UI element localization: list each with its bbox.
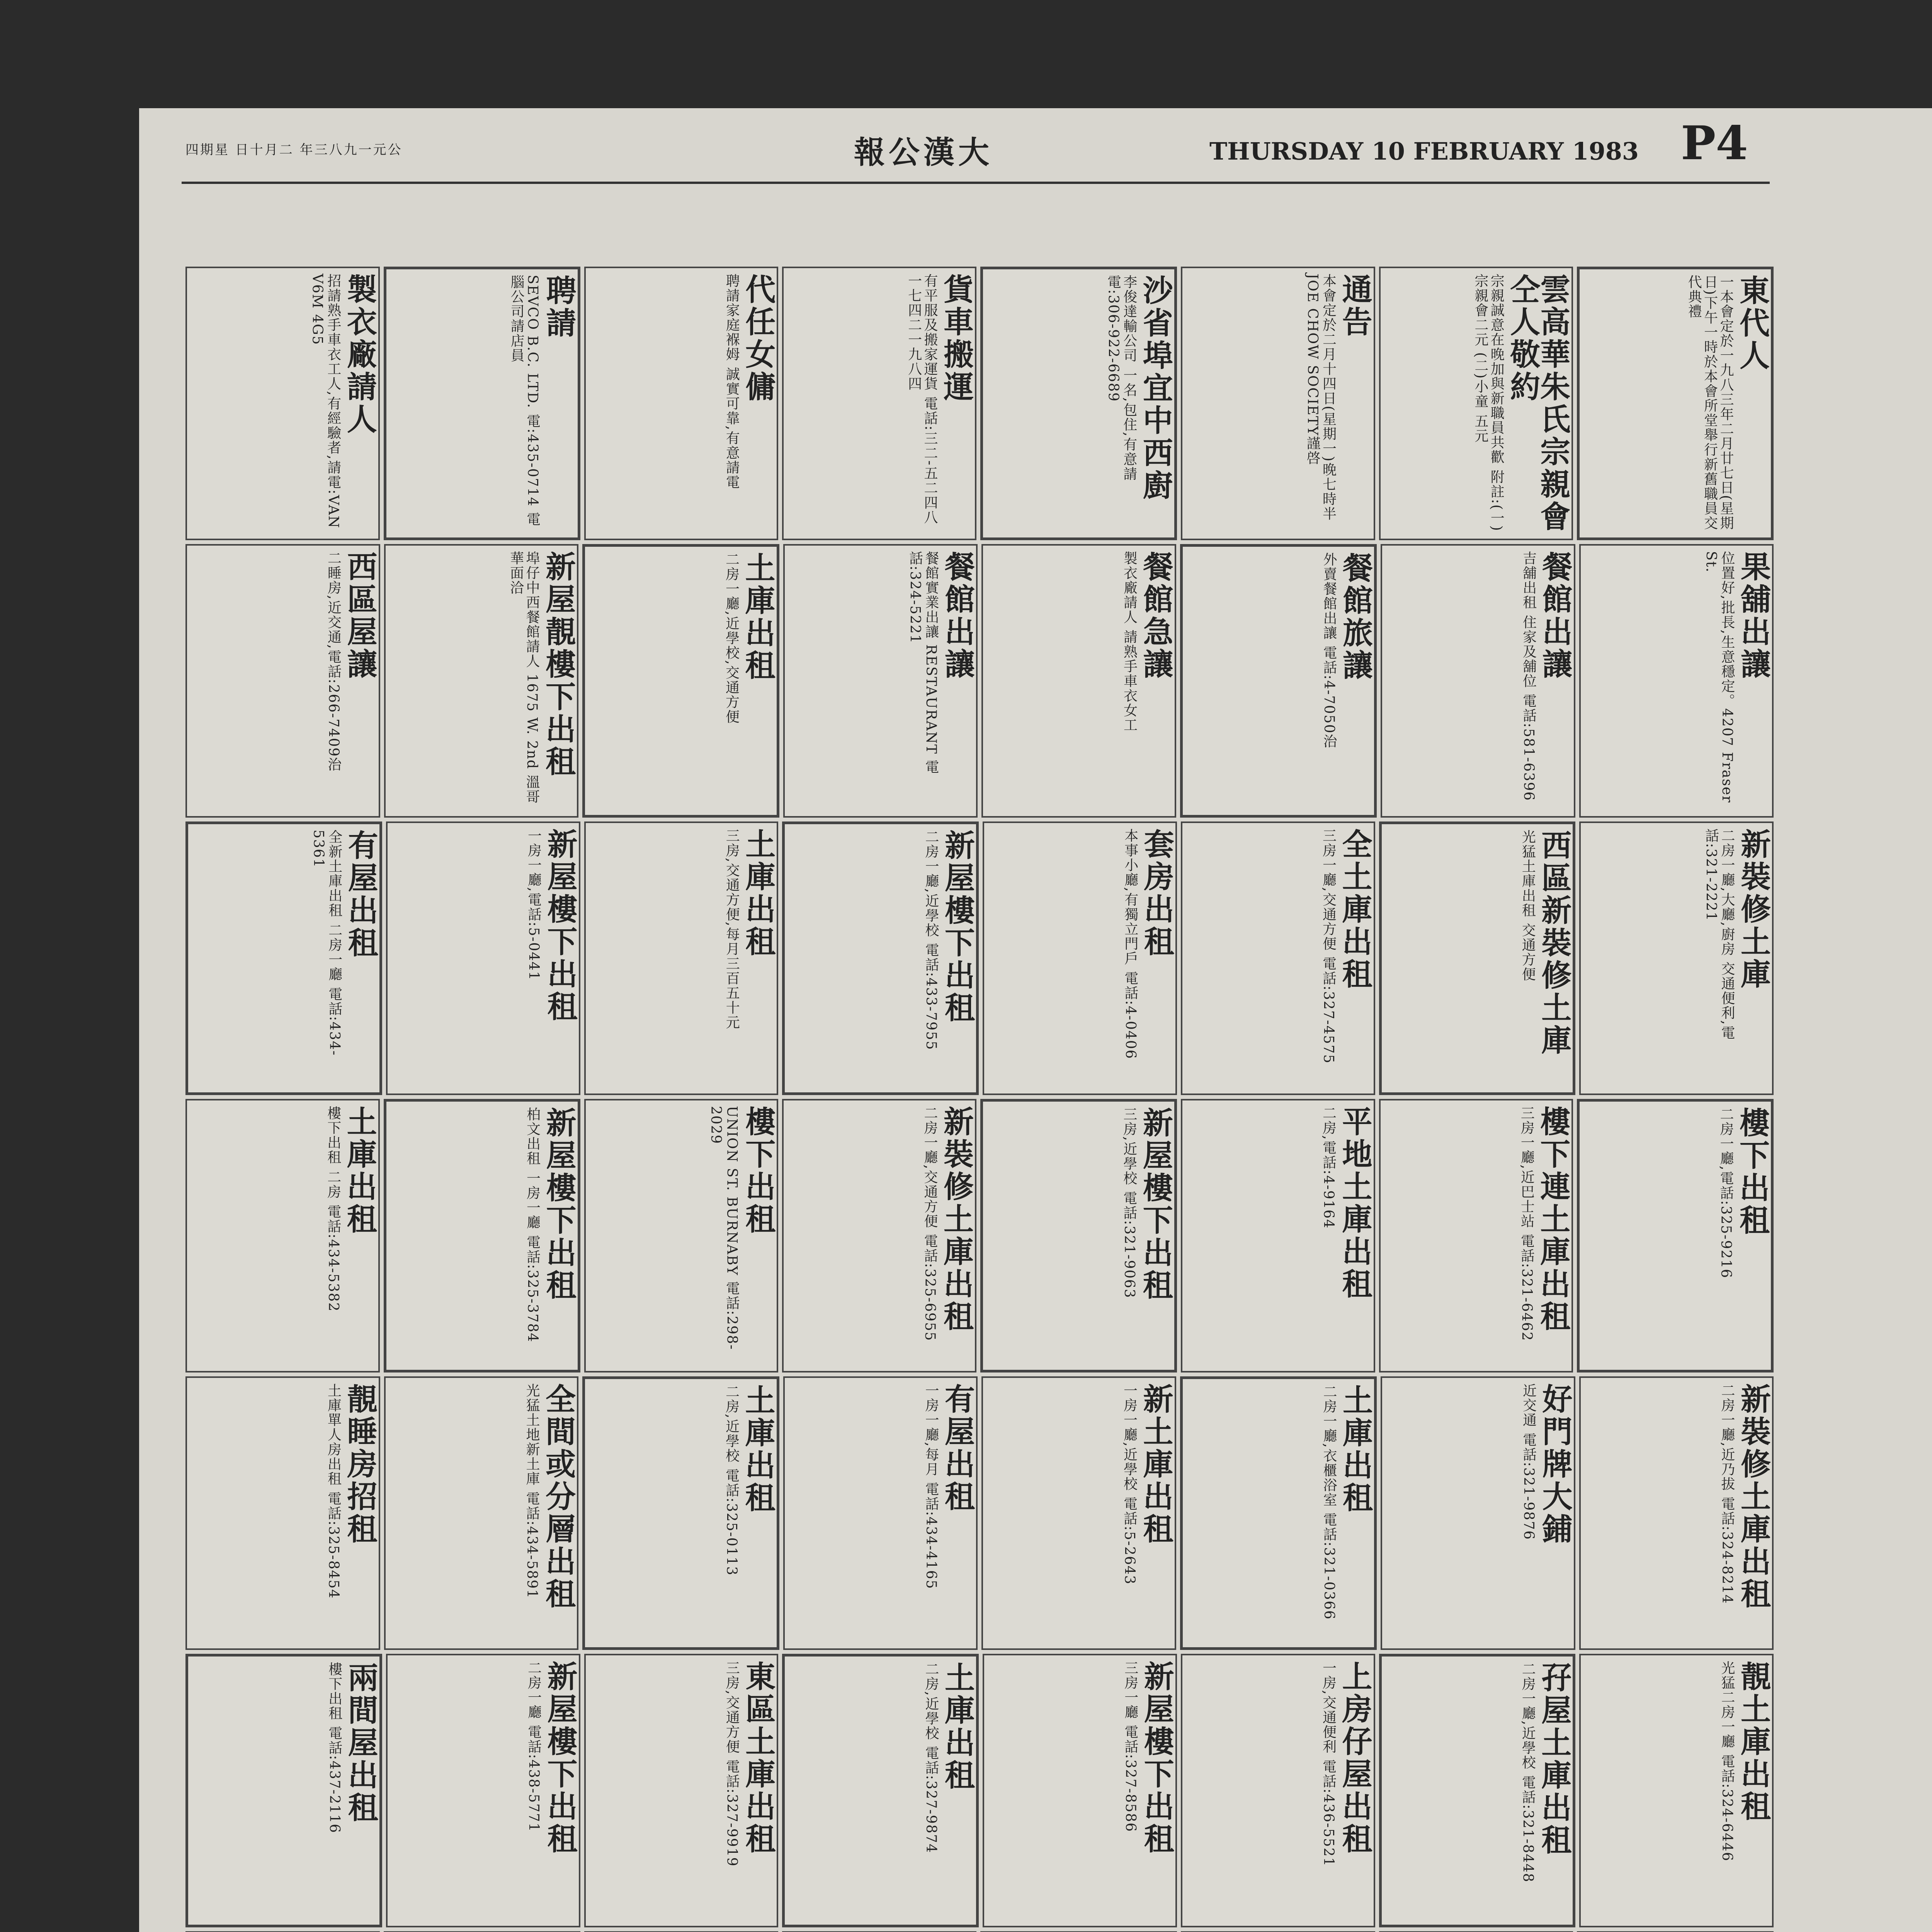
ad-body: 二房,近學校 電話:327-9874	[923, 1662, 939, 1854]
classified-ad	[983, 821, 1177, 1095]
classified-ad	[386, 1654, 580, 1927]
classified-band	[185, 267, 1774, 540]
ad-body: 三房一廳 電話:327-8586	[1122, 1661, 1138, 1833]
classified-grid	[185, 267, 1774, 1932]
ad-body: 二睡房,近交通,電話:266-7409治	[325, 551, 342, 772]
classified-ad	[980, 267, 1177, 540]
classified-ad	[584, 821, 779, 1095]
ad-title: 土庫出租	[740, 1384, 776, 1514]
classified-ad	[584, 1654, 779, 1927]
ad-body: 樓下出租 電話:437-2116	[326, 1662, 342, 1834]
classified-ad	[185, 544, 380, 818]
ad-body: SEVCO B.C. LTD. 電:435-0714 電腦公司請店員	[509, 275, 541, 527]
ad-body: 三房一廳,近巴士站 電話:321-6462	[1519, 1106, 1535, 1342]
ad-body: 光猛土地新土庫 電話:434-5891	[524, 1383, 540, 1599]
ad-body: 李俊達輸公司 一名,包住,有意請電:306-922-6689	[1105, 275, 1137, 481]
classified-ad	[185, 1376, 380, 1650]
ad-title: 全間或分層出租	[541, 1383, 576, 1611]
ad-title: 餐館旅讓	[1338, 552, 1373, 682]
ad-body: 製衣廠請人 請熟手車衣女工	[1121, 551, 1138, 733]
classified-ad	[1579, 1654, 1774, 1927]
classified-ad	[1181, 1099, 1375, 1372]
classified-ad	[981, 1376, 1176, 1650]
ad-body: 本會定於二月十四日(星期一)晚七時半 JOE CHOW SOCIETY謹啓	[1304, 274, 1337, 521]
ad-body: 一房一廳,近學校 電話:5-2643	[1121, 1383, 1138, 1585]
ad-title: 東區土庫出租	[740, 1661, 776, 1855]
classified-band	[185, 1654, 1774, 1927]
classified-ad	[1579, 821, 1774, 1095]
ad-body: 有平服及搬家運貨 電話:三二-五二四八 一七四二一九八四	[906, 274, 938, 525]
ad-title: 貨車搬運	[939, 274, 974, 403]
page-number: P4	[1681, 116, 1748, 170]
ad-title: 餐館急讓	[1138, 551, 1173, 681]
ad-title: 樓下出租	[1735, 1107, 1770, 1237]
ad-title: 新土庫出租	[1138, 1383, 1173, 1546]
ad-body: 二房,近學校 電話:325-0113	[723, 1384, 740, 1576]
classified-ad	[1181, 1654, 1375, 1927]
ad-body: 本事小廳,有獨立門戶 電話:4-0406	[1122, 828, 1138, 1060]
classified-ad	[1381, 1376, 1575, 1650]
classified-ad	[983, 1654, 1177, 1927]
ad-body: 二房一廳,衣櫃浴室 電話:321-0366	[1321, 1384, 1337, 1620]
classified-ad	[1379, 1654, 1576, 1927]
classified-ad	[185, 1654, 382, 1927]
ad-title: 套房出租	[1139, 828, 1174, 958]
ad-title: 西區新裝修土庫	[1536, 830, 1572, 1057]
classified-ad	[1181, 821, 1375, 1095]
classified-ad	[185, 1099, 380, 1372]
ad-body: 餐館實業出讓 RESTAURANT 電話:324-5221	[907, 551, 939, 774]
ad-title: 樓下連土庫出租	[1535, 1106, 1571, 1333]
classified-ad	[384, 1376, 579, 1650]
classified-ad	[782, 267, 976, 540]
classified-band	[185, 1099, 1774, 1372]
ad-body: 埠仔中西餐館請人 1675 W. 2nd 溫哥華面洽	[508, 551, 540, 804]
ad-body: 樓下出租 二房 電話:434-5382	[325, 1106, 341, 1312]
ad-body: 二房一廳 電話:438-5771	[526, 1661, 542, 1833]
classified-ad	[582, 1376, 779, 1650]
ad-title: 新裝修土庫出租	[1736, 1383, 1771, 1611]
ad-title: 兩間屋出租	[343, 1662, 378, 1824]
ad-title: 餐館出讓	[940, 551, 975, 681]
ad-body: 光猛二房一廳 電話:324-6446	[1719, 1661, 1735, 1862]
classified-ad	[185, 821, 382, 1095]
classified-ad	[783, 1376, 978, 1650]
classified-ad	[584, 267, 779, 540]
classified-ad	[582, 544, 779, 818]
ad-body: 外賣餐館出讓 電話:4-7050治	[1321, 552, 1337, 749]
classified-ad	[384, 1099, 580, 1372]
classified-ad	[782, 1099, 976, 1372]
ad-title: 新屋樓下出租	[1138, 1107, 1173, 1302]
classified-ad	[185, 267, 380, 540]
ad-title: 新屋靚樓下出租	[541, 551, 576, 778]
ad-title: 東代人	[1735, 275, 1770, 372]
classified-ad	[1181, 267, 1375, 540]
ad-body: 二房一廳,近學校 電話:321-8448	[1520, 1662, 1536, 1883]
ad-title: 有屋出租	[343, 830, 378, 959]
ad-title: 果舖出讓	[1736, 551, 1771, 681]
ad-title: 土庫出租	[1338, 1384, 1373, 1514]
ad-body: 光猛土庫出租 交通方便	[1520, 830, 1536, 982]
ad-title: 全土庫出租	[1337, 828, 1372, 991]
ad-body: 招請熟手車衣工人,有經驗者,請電:VAN V6M 4G5	[309, 274, 341, 529]
classified-band	[185, 821, 1774, 1095]
classified-ad	[783, 544, 978, 818]
classified-ad	[1180, 1376, 1377, 1650]
classified-ad	[1379, 1099, 1573, 1372]
ad-title: 代任女傭	[740, 274, 776, 403]
ad-body: 位置好,批長,生意穩定。4207 Fraser St.	[1703, 551, 1735, 803]
classified-band	[185, 544, 1774, 818]
ad-body: 宗親誠意在晚加與新職員共歡 附註:(一)宗親會二元 (二)小童 五元	[1472, 274, 1505, 532]
classified-ad	[782, 1654, 979, 1927]
ad-title: 通告	[1337, 274, 1372, 338]
ad-title: 新裝修土庫出租	[939, 1106, 974, 1333]
ad-title: 新裝修土庫	[1736, 828, 1771, 991]
ad-title: 新屋樓下出租	[542, 828, 578, 1023]
ad-title: 好門牌大鋪	[1537, 1383, 1573, 1546]
classified-ad	[1381, 544, 1575, 818]
ad-title: 新屋樓下出租	[1139, 1661, 1174, 1855]
ad-title: 新屋樓下出租	[940, 830, 975, 1024]
chinese-date: 四期星 日十月二 年三八九一元公	[185, 142, 403, 158]
classified-ad	[1579, 1376, 1774, 1650]
classified-ad	[1579, 544, 1774, 818]
ad-body: 吉舖出租 住家及舖位 電話:581-6396	[1520, 551, 1537, 801]
ad-title: 上房仔屋出租	[1337, 1661, 1372, 1855]
ad-title: 土庫出租	[940, 1662, 975, 1792]
classified-ad	[980, 1099, 1177, 1372]
ad-title: 土庫出租	[740, 828, 776, 958]
page-header	[185, 116, 1770, 174]
classified-band	[185, 1376, 1774, 1650]
classified-ad	[1180, 544, 1377, 818]
ad-body: 二房,電話:4-9164	[1320, 1106, 1337, 1229]
ad-body: 一房一廳,電話:5-0441	[526, 828, 542, 981]
ad-body: 二房一廳,交通方便 電話:325-6955	[922, 1106, 938, 1342]
english-date: THURSDAY 10 FEBRUARY 1983	[1209, 137, 1639, 165]
ad-title: 靚土庫出租	[1736, 1661, 1771, 1823]
ad-body: 一房一廳,每月 電話:434-4165	[923, 1383, 939, 1590]
ad-body: 二房一廳,近乃拔 電話:324-8214	[1719, 1383, 1735, 1604]
ad-body: 二房一廳,大廳,廚房 交通便利,電話:321-2221	[1703, 828, 1735, 1040]
ad-title: 雲高華朱氏宗親會仝人敬約	[1505, 274, 1571, 533]
classified-ad	[1379, 821, 1576, 1095]
header-rule	[182, 182, 1770, 184]
ad-body: 柏文出租 一房一廳 電話:325-3784	[524, 1107, 541, 1343]
ad-title: 聘請	[541, 275, 577, 340]
ad-body: 三房一廳,交通方便 電話:327-4575	[1320, 828, 1337, 1064]
ad-title: 新屋樓下出租	[541, 1107, 577, 1302]
masthead: 報公漢大	[854, 134, 993, 170]
ad-title: 樓下出租	[740, 1106, 776, 1236]
ad-title: 新屋樓下出租	[542, 1661, 578, 1855]
classified-ad	[782, 821, 979, 1095]
ad-body: 二房一廳,電話:325-9216	[1718, 1107, 1734, 1279]
classified-ad	[386, 821, 580, 1095]
ad-title: 土庫出租	[740, 552, 776, 682]
ad-title: 平地土庫出租	[1337, 1106, 1372, 1301]
classified-ad	[1577, 1099, 1774, 1372]
ad-body: 三房,交通方便,每月三百五十元	[724, 828, 740, 1030]
classified-ad	[584, 1099, 779, 1372]
ad-title: 有屋出租	[940, 1383, 975, 1513]
ad-body: 三房,近學校 電話:321-9063	[1121, 1107, 1137, 1299]
ad-body: 二房一廳,近學校,交通方便	[723, 552, 740, 724]
ad-body: 近交通 電話:321-9876	[1520, 1383, 1537, 1541]
ad-title: 製衣廠請人	[342, 274, 377, 436]
classified-ad	[384, 544, 579, 818]
classified-ad	[384, 267, 580, 540]
ad-body: 全新土庫出租 二房一廳 電話:434-5361	[310, 830, 342, 1056]
classified-ad	[1577, 267, 1774, 540]
ad-body: UNION ST. BURNABY 電話:298-2029	[707, 1106, 740, 1350]
ad-body: 一本會定於一九八三年二月廿七日(星期日)下午一時於本會所堂舉行新舊職員交代典禮	[1686, 275, 1734, 531]
ad-title: 餐館出讓	[1537, 551, 1573, 681]
ad-body: 土庫單人房出租 電話:325-8454	[325, 1383, 342, 1599]
ad-body: 聘請家庭褓姆 誠實可靠,有意請電	[724, 274, 740, 490]
ad-title: 孖屋土庫出租	[1536, 1662, 1572, 1857]
ad-title: 西區屋讓	[342, 551, 378, 681]
ad-title: 沙省埠宜中西廚	[1138, 275, 1173, 502]
classified-ad	[981, 544, 1176, 818]
ad-title: 土庫出租	[342, 1106, 377, 1236]
ad-title: 靚睡房招租	[342, 1383, 378, 1546]
ad-body: 二房一廳,近學校 電話:433-7955	[923, 830, 939, 1051]
ad-body: 三房,交通方便 電話:327-9919	[724, 1661, 740, 1867]
ad-body: 一房,交通便利 電話:436-5521	[1320, 1661, 1337, 1867]
classified-ad	[1379, 267, 1573, 540]
